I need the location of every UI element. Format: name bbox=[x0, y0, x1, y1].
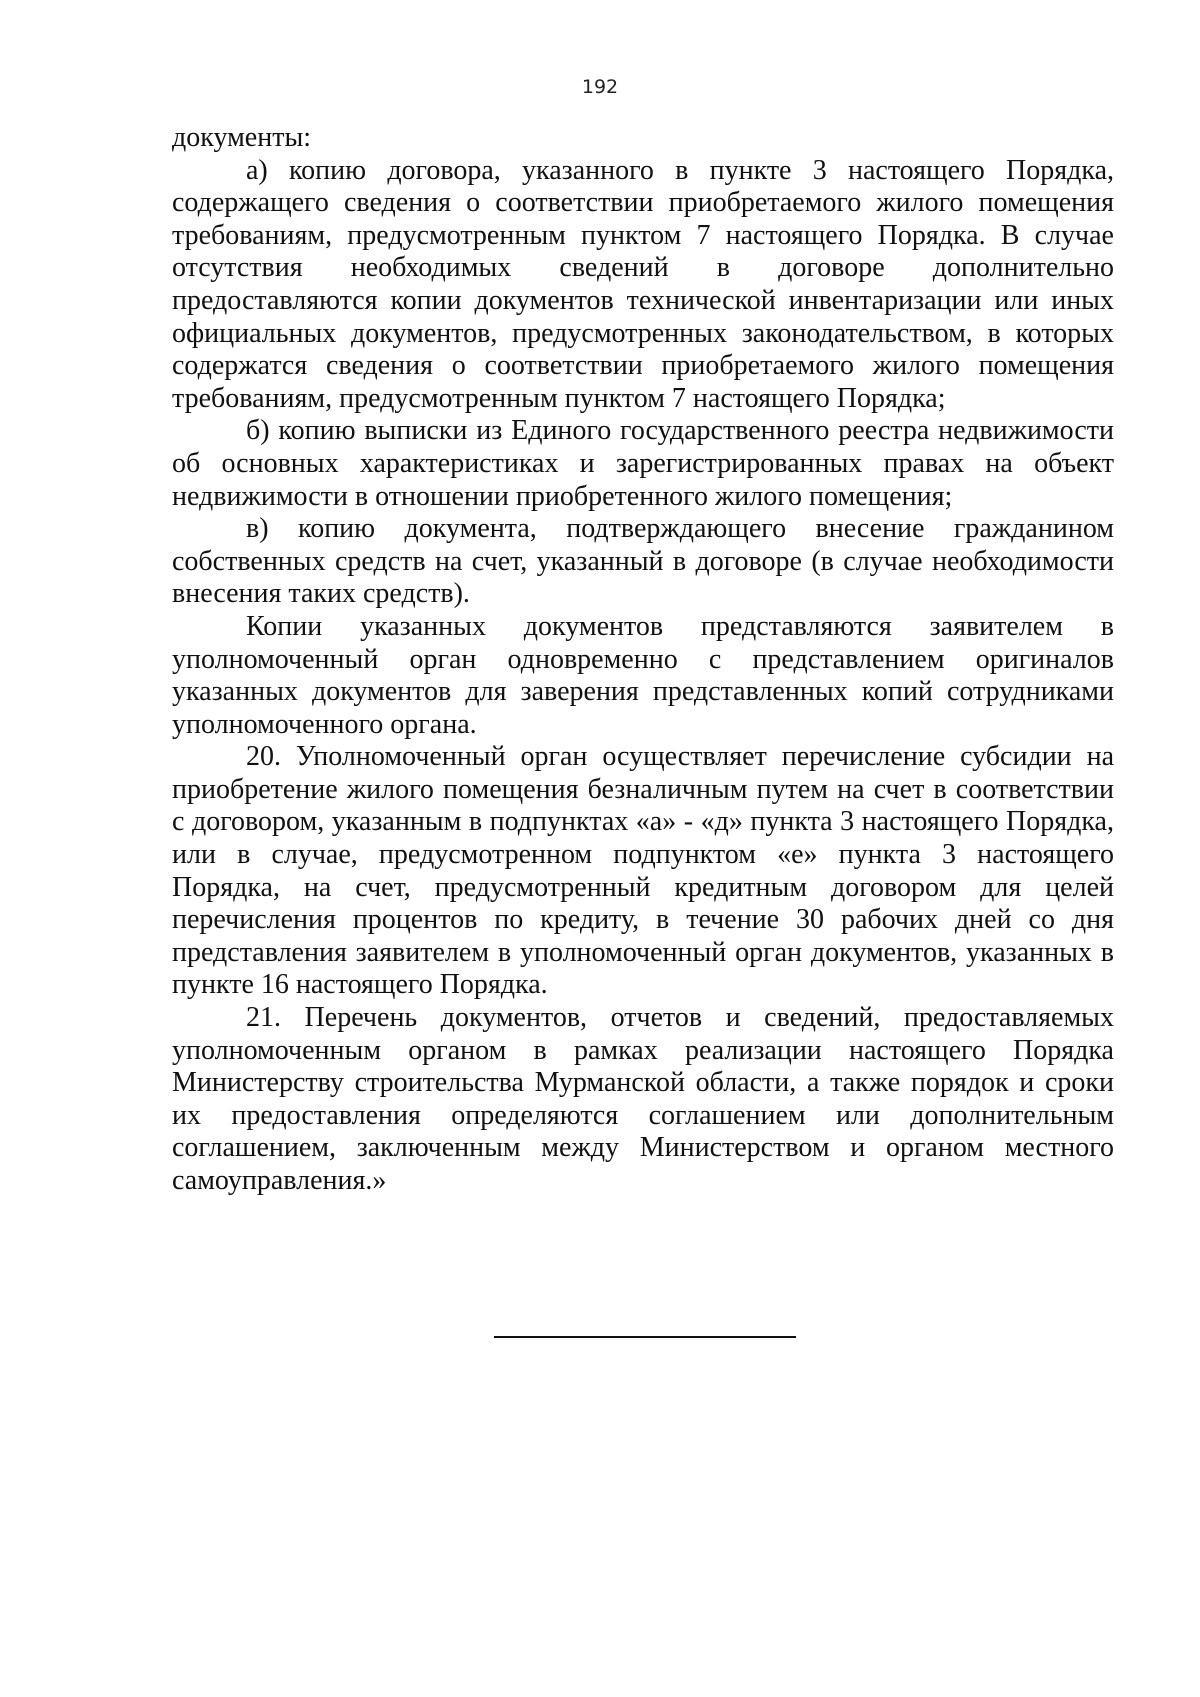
paragraph-20: 20. Уполномоченный орган осуществляет перечисление субсидии на приобретение жилого помещения безналичным путем на счет в соответствии с договором, указанным в подпунктах «а» - «д» пункта 3 настоящего Порядка, или в случае, предусмотренном подпунктом «е» пункта 3 настоящего Порядка, на счет, предусмотренный кредитным договором для целей перечисления процентов по кредиту, в течение 30 рабочих дней со дня представления заявителем в уполномоченный орган документов, указанных в пункте 16 настоящего Порядка. bbox=[172, 741, 1114, 1001]
paragraph-copies: Копии указанных документов представляются заявителем в уполномоченный орган одновременно с представлением оригиналов указанных документов для заверения представленных копий сотрудниками уполномоченного органа. bbox=[172, 610, 1114, 740]
paragraph-item-b: б) копию выписки из Единого государственного реестра недвижимости об основных характеристиках и зарегистрированных правах на объект недвижимости в отношении приобретенного жилого помещения; bbox=[172, 415, 1114, 512]
paragraph-intro: документы: bbox=[172, 122, 312, 153]
page-number: 192 bbox=[581, 76, 619, 98]
end-divider-line bbox=[494, 1336, 796, 1338]
paragraph-item-a: а) копию договора, указанного в пункте 3 настоящего Порядка, содержащего сведения о соответствии приобретаемого жилого помещения требованиям, предусмотренным пунктом 7 настоящего Порядка. В случае отсутствия необходимых сведений в договоре дополнительно предоставляются копии документов технической инвентаризации или иных официальных документов, предусмотренных законодательством, в которых содержатся сведения о соответствии приобретаемого жилого помещения требованиям, предусмотренным пунктом 7 настоящего Порядка; bbox=[172, 154, 1114, 414]
paragraph-item-v: в) копию документа, подтверждающего внесение гражданином собственных средств на счет, указанный в договоре (в случае необходимости внесения таких средств). bbox=[172, 513, 1114, 610]
paragraph-21: 21. Перечень документов, отчетов и сведений, предоставляемых уполномоченным органом в рамках реализации настоящего Порядка Министерству строительства Мурманской области, а также порядок и сроки их предоставления определяются соглашением или дополнительным соглашением, заключенным между Министерством и органом местного самоуправления.» bbox=[172, 1002, 1114, 1196]
document-body bbox=[172, 122, 1114, 1198]
